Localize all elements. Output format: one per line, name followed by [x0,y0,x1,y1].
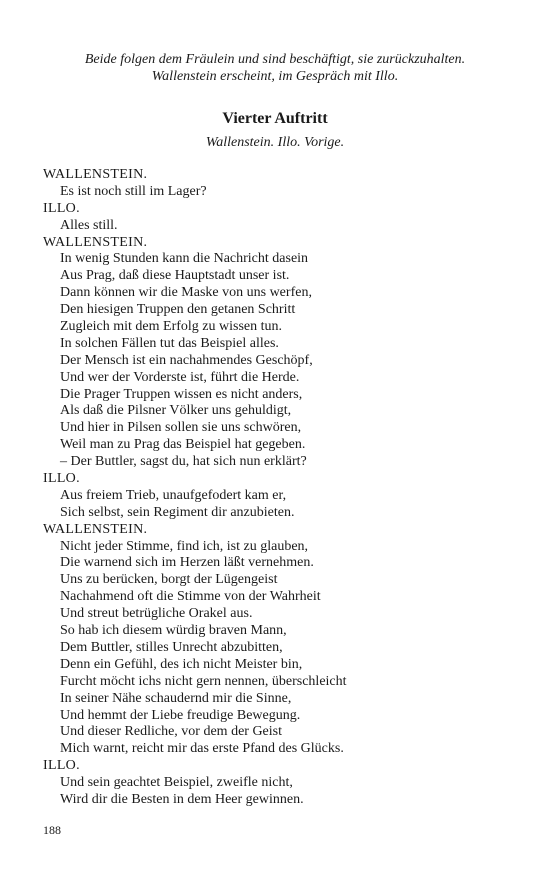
verse-line: Den hiesigen Truppen den getanen Schritt [60,302,296,318]
verse-line: Und sein geachtet Beispiel, zweifle nicht, [60,775,293,791]
scene-characters: Wallenstein. Illo. Vorige. [205,135,345,150]
verse-line: Sich selbst, sein Regiment dir anzubieten. [60,504,295,520]
verse-line: Alles still. [60,217,118,233]
speaker-name: WALLENSTEIN. [43,167,148,182]
verse-line: Furcht möcht ichs nicht gern nennen, überschleicht [60,673,347,689]
verse-line: Nicht jeder Stimme, find ich, ist zu glauben, [60,538,309,554]
verse-line: In solchen Fällen tut das Beispiel alles. [60,335,279,351]
verse-line: Und hemmt der Liebe freudige Bewegung. [60,707,301,723]
speaker-name: ILLO. [43,200,80,216]
speech-block [43,167,533,201]
verse-line: Es ist noch still im Lager? [60,183,207,199]
speaker-name: ILLO. [43,758,80,774]
verse-line: Aus Prag, daß diese Hauptstadt unser ist. [60,268,290,284]
speech-block [43,522,533,758]
dialogue [43,167,533,809]
verse-line: Wird dir die Besten in dem Heer gewinnen. [60,791,304,807]
stage-direction-line: Wallenstein erscheint, im Gespräch mit Illo. [151,69,399,84]
verse-line: Uns zu berücken, borgt der Lügengeist [60,572,278,588]
scene-title: Vierter Auftritt [222,110,328,127]
verse-line: Weil man zu Prag das Beispiel hat gegeben. [60,437,306,453]
verse-line: Nachahmend oft die Stimme von der Wahrheit [60,589,321,605]
speaker-name: WALLENSTEIN. [43,234,148,250]
verse-line: Zugleich mit dem Erfolg zu wissen tun. [60,319,283,335]
verse-line: Die Prager Truppen wissen es nicht anders, [60,386,303,402]
verse-line: Der Mensch ist ein nachahmendes Geschöpf, [60,352,313,368]
verse-line: In wenig Stunden kann die Nachricht dasein [60,251,309,267]
verse-line: Als daß die Pilsner Völker uns gehuldigt, [60,403,292,419]
verse-line: Und dieser Redliche, vor dem der Geist [60,724,282,740]
speech-block [43,471,533,522]
speech-block [43,758,533,809]
verse-line: Aus freiem Trieb, unaufgefodert kam er, [60,487,287,503]
verse-line: In seiner Nähe schaudernd mir die Sinne, [60,690,292,706]
verse-line: – Der Buttler, sagst du, hat sich nun erklärt? [60,454,307,470]
verse-line: Und streut betrügliche Orakel aus. [60,606,253,622]
verse-line: Dem Buttler, stilles Unrecht abzubitten, [60,639,283,655]
speech-block [43,201,533,235]
verse-line: Die warnend sich im Herzen läßt vernehmen. [60,555,314,571]
speaker-name: ILLO. [43,471,80,487]
verse-line: So hab ich diesem würdig braven Mann, [60,623,287,639]
verse-line: Denn ein Gefühl, des ich nicht Meister bin, [60,656,303,672]
verse-line: Dann können wir die Maske von uns werfen, [60,285,312,301]
speaker-name: WALLENSTEIN. [43,521,148,537]
verse-line: Und hier in Pilsen sollen sie uns schwören, [60,420,302,436]
page-number: 188 [43,823,61,837]
stage-direction-line: Beide folgen dem Fräulein und sind beschäftigt, sie zurückzuhalten. [84,52,466,67]
speech-block [43,235,533,471]
verse-line: Und wer der Vorderste ist, führt die Herde. [60,369,300,385]
verse-line: Mich warnt, reicht mir das erste Pfand des Glücks. [60,741,344,757]
